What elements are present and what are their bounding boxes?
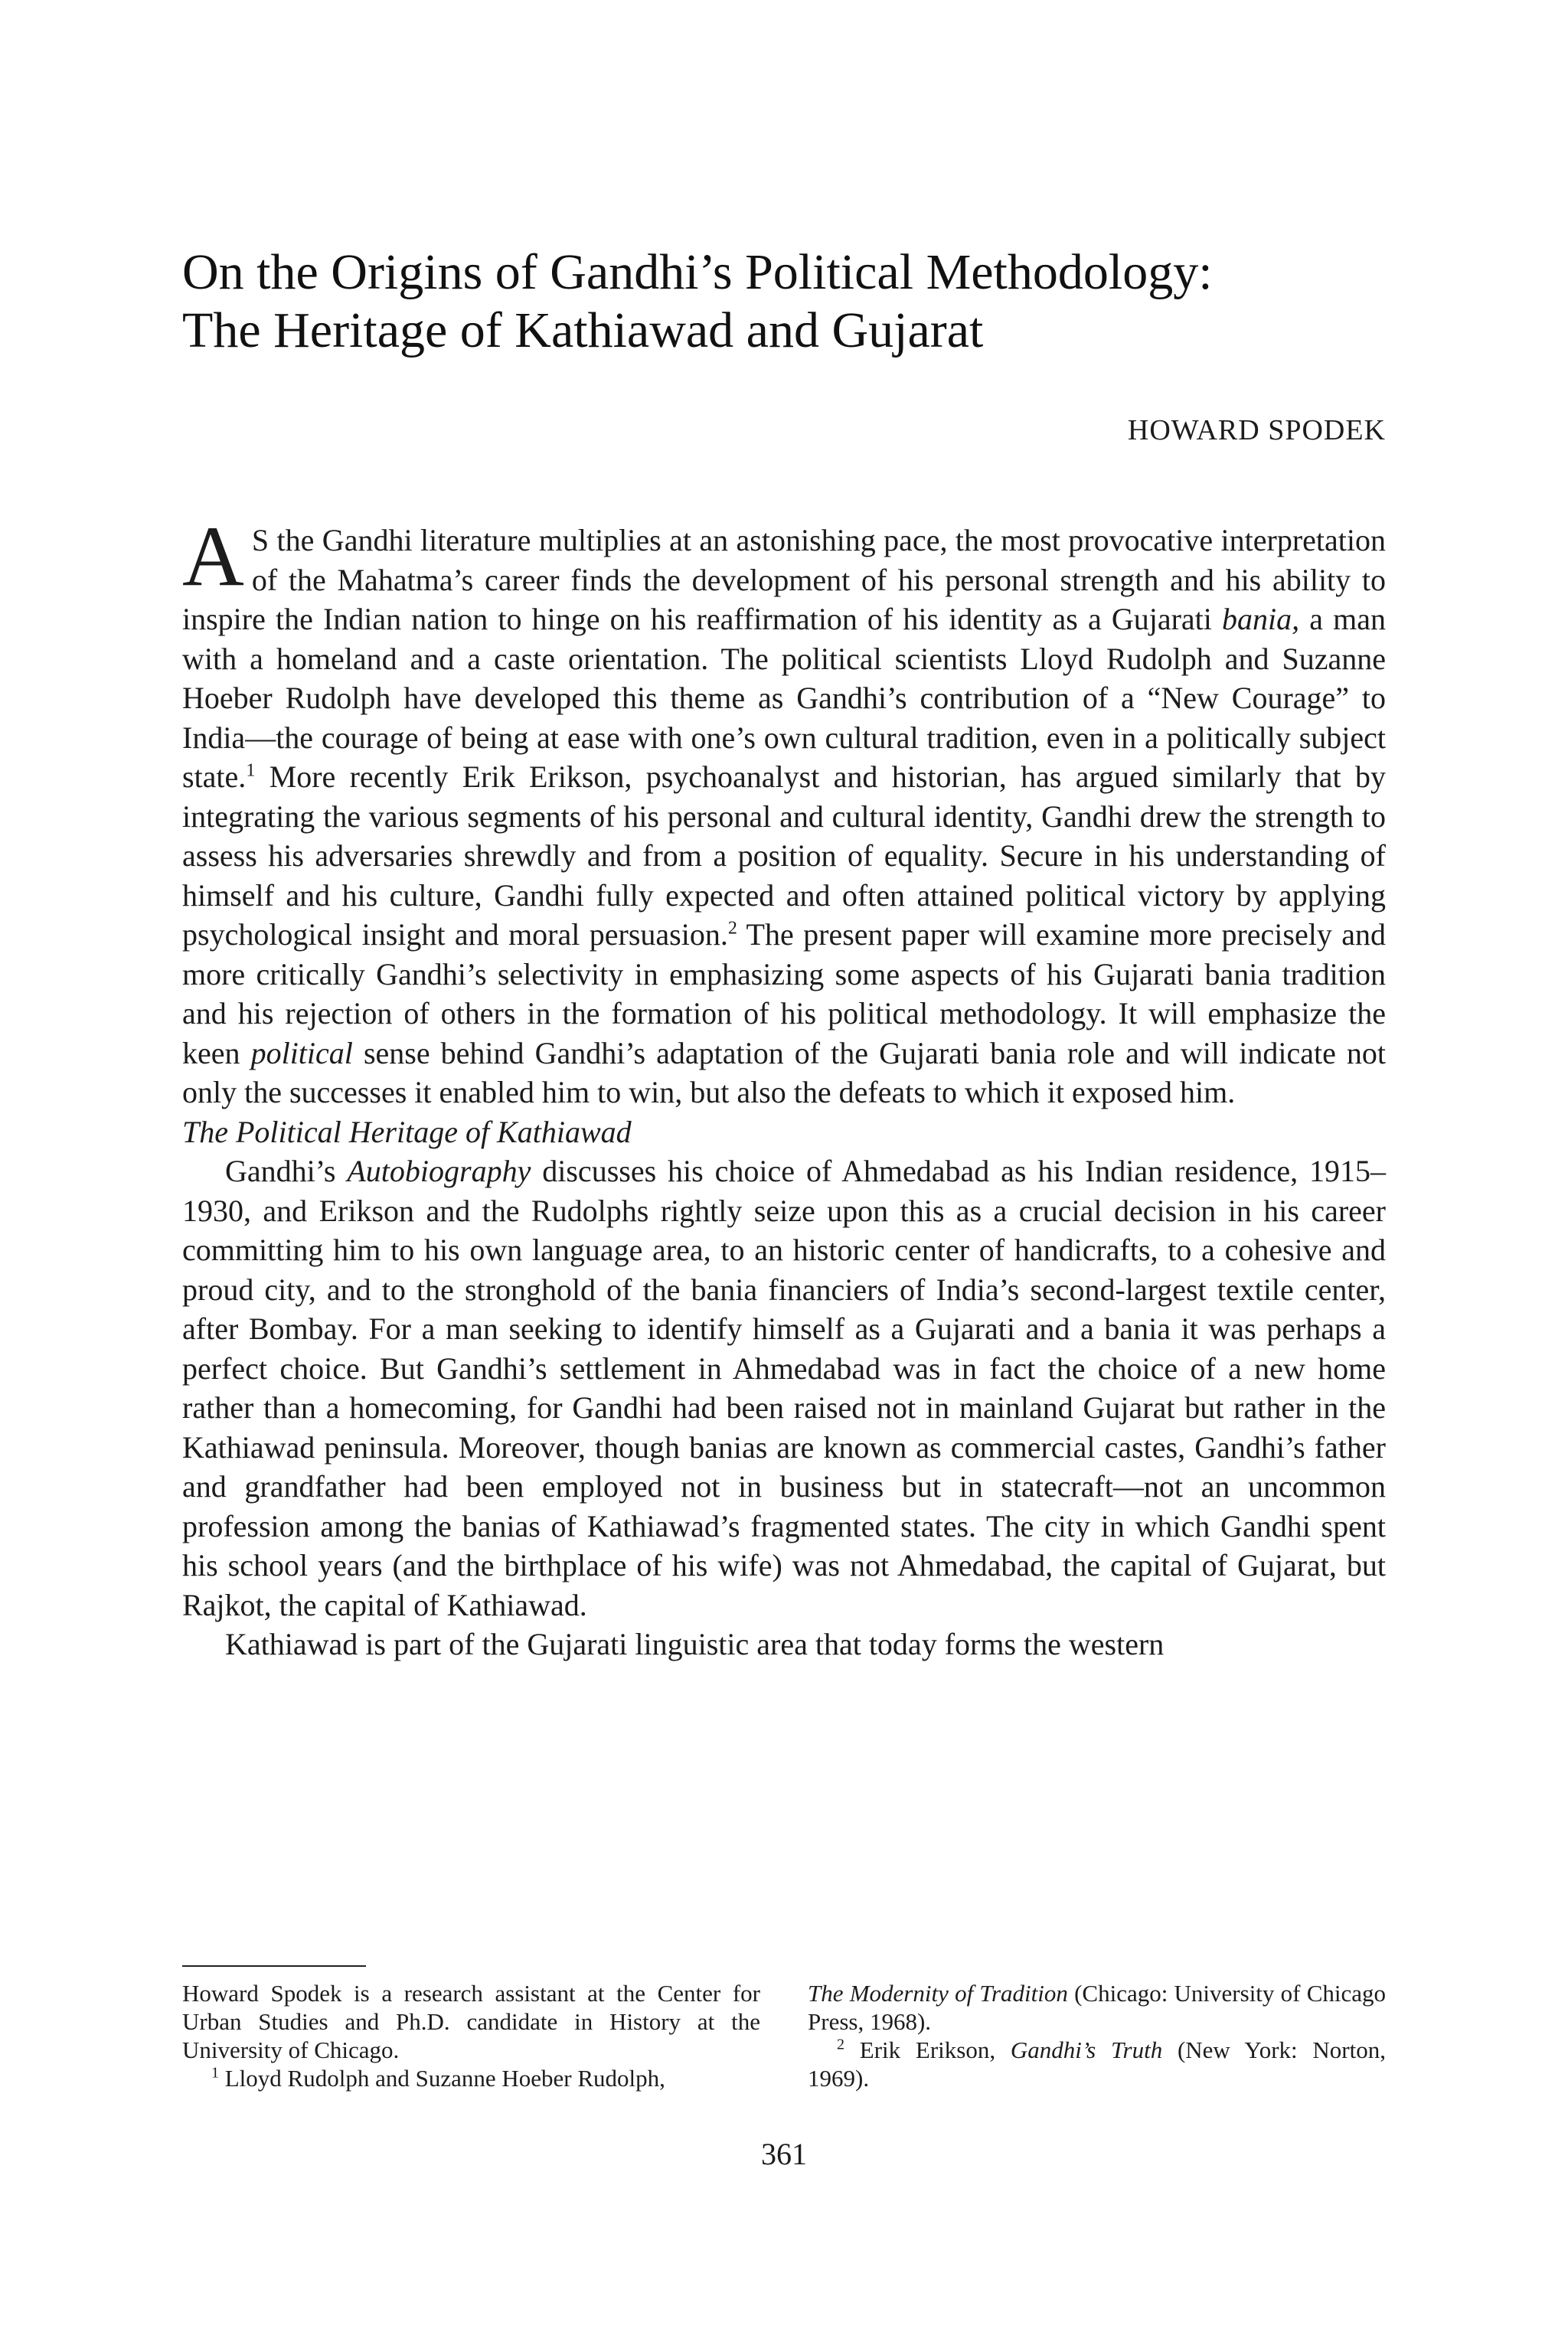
footnote-1-continued (808, 1979, 1386, 2036)
footnote-2-text-b: (New York: Norton, 1969). (808, 2036, 1386, 2092)
footnote-ref-1[interactable]: 1 (246, 760, 256, 781)
footnotes-left-column (182, 1979, 760, 2092)
p1-text-a: S the Gandhi literature multiplies at an astonishing pace, the most provocative interpretation of the Mahatma’s career finds the development of his personal strength and his ability to inspire the Indian nation to hinge on his reaffirmation of his identity as a Gujarati (182, 523, 1386, 636)
footnote-rule (182, 1965, 366, 1967)
footnotes (182, 1979, 1386, 2092)
p1-text-e: sense behind Gandhi’s adaptation of the Gujarati bania role and will indicate not only the successes it enabled him to win, but also the defeats to which it exposed him. (182, 1035, 1386, 1109)
p2-text-b: discusses his choice of Ahmedabad as his Indian residence, 1915–1930, and Erikson and the Rudolphs rightly seize upon this as a crucial decision in his career committing him to his own language area, to an historic center of handicrafts, to a cohesive and proud city, and to the stronghold of the bania financiers of India’s second-largest textile center, after Bombay. For a man seeking to identify himself as a Gujarati and a bania it was perhaps a perfect choice. But Gandhi’s settlement in Ahmedabad was in fact the choice of a new home rather than a homecoming, for Gandhi had been raised not in mainland Gujarat but rather in the Kathiawad peninsula. Moreover, though banias are known as commercial castes, Gandhi’s father and grandfather had been employed not in business but in statecraft—not an uncommon profession among the banias of Kathiawad’s fragmented states. The city in which Gandhi spent his school years (and the birthplace of his wife) was not Ahmedabad, the capital of Gujarat, but Rajkot, the capital of Kathiawad. (182, 1154, 1386, 1622)
p1-text-c: More recently Erik Erikson, psychoanalyst and historian, has argued similarly that by integrating the various segments of his personal and cultural identity, Gandhi drew the strength to assess his adversaries shrewdly and from a position of equality. Secure in his understanding of himself and his culture, Gandhi fully expected and often attained political victory by applying psychological insight and moral persuasion. (182, 759, 1386, 952)
paragraph-2 (182, 1151, 1386, 1625)
footnote-ref-2[interactable]: 2 (727, 918, 737, 939)
p2-italic-autobiography: Autobiography (347, 1154, 531, 1188)
page-number: 361 (761, 2137, 807, 2171)
paragraph-3: Kathiawad is part of the Gujarati linguistic area that today forms the western (225, 1627, 1165, 1661)
article-body (182, 509, 1387, 1664)
footnote-2-book-title: Gandhi’s Truth (1010, 2036, 1163, 2063)
footnote-1 (182, 2064, 760, 2092)
p1-italic-political: political (250, 1035, 353, 1070)
author-name: HOWARD SPODEK (1127, 414, 1386, 446)
p1-italic-bania: bania, (1222, 602, 1300, 636)
p1-text-d: The present paper will examine more precisely and more critically Gandhi’s selectivity in emphasizing some aspects of his Gujarati bania tradition and his rejection of others in the formation of his political methodology. It will emphasize the keen (182, 917, 1386, 1070)
footnote-2-marker: 2 (837, 2036, 844, 2053)
drop-cap: A (182, 509, 244, 604)
article-title-line-1: On the Origins of Gandhi’s Political Methodology: (182, 244, 1213, 300)
footnote-1-book-title: The Modernity of Tradition (808, 1980, 1068, 2007)
footnote-2 (808, 2036, 1386, 2092)
p2-text-a: Gandhi’s (225, 1154, 348, 1188)
section-heading: The Political Heritage of Kathiawad (182, 1114, 632, 1149)
footnote-1-text: Lloyd Rudolph and Suzanne Hoeber Rudolph, (219, 2065, 665, 2092)
article-title (182, 243, 1438, 360)
footnote-2-text-a: Erik Erikson, (844, 2036, 1011, 2063)
author-note: Howard Spodek is a research assistant at the Center for Urban Studies and Ph.D. candidate in History at the University of Chicago. (182, 1980, 760, 2063)
footnotes-right-column (808, 1979, 1386, 2092)
p1-text-b: a man with a homeland and a caste orientation. The political scientists Lloyd Rudolph and Suzanne Hoeber Rudolph have developed this theme as Gandhi’s contribution of a “New Courage” to India—the courage of being at ease with one’s own cultural tradition, even in a politically subject state. (182, 602, 1387, 794)
paragraph-1 (182, 509, 1387, 1112)
footnote-1-continued-text: (Chicago: University of Chicago Press, 1968). (808, 1980, 1386, 2035)
footnote-1-marker: 1 (211, 2064, 219, 2082)
article-title-line-2: The Heritage of Kathiawad and Gujarat (182, 302, 984, 358)
